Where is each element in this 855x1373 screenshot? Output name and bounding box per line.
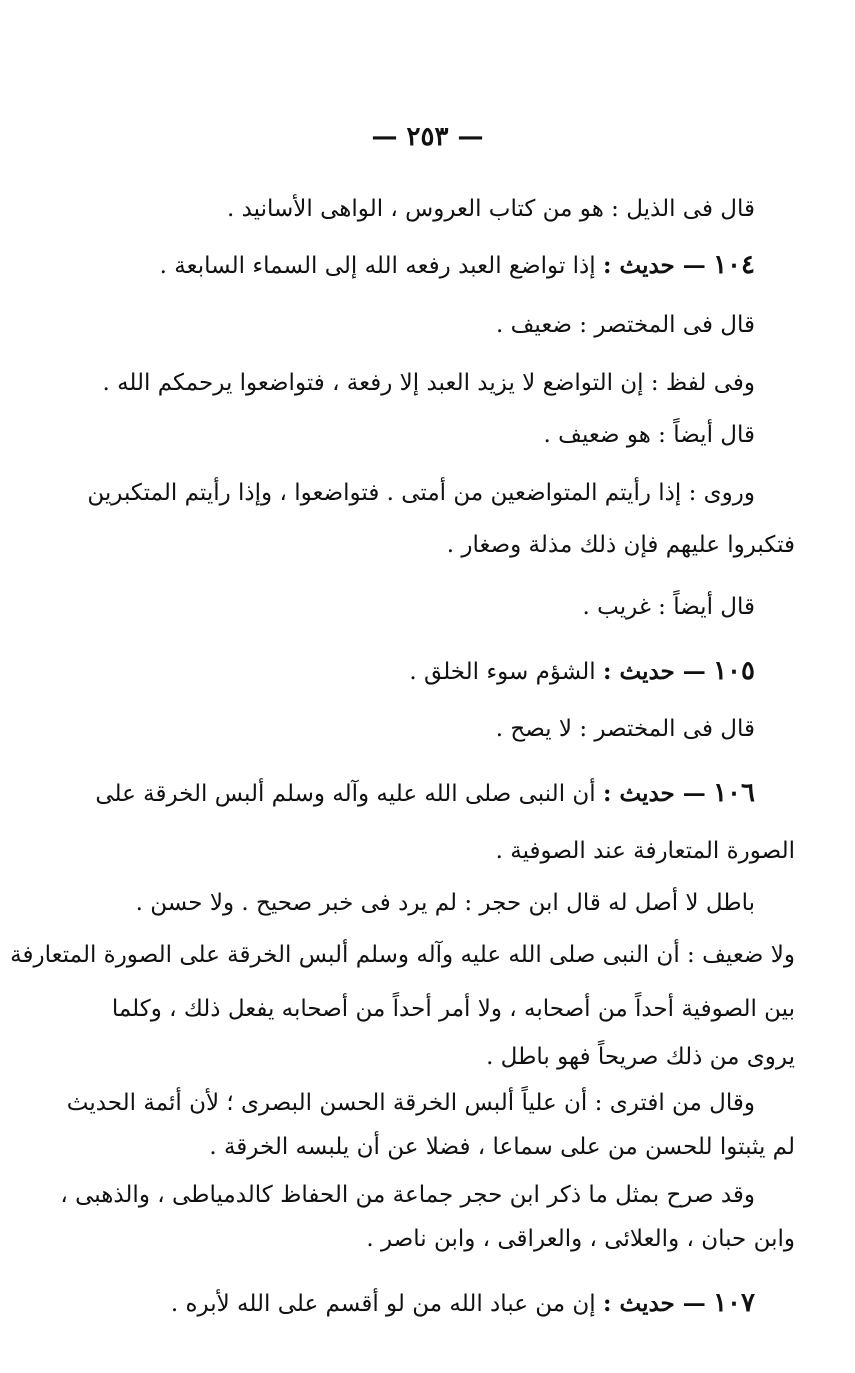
text-line: وفى لفظ : إن التواضع لا يزيد العبد إلا رفعة ، فتواضعوا يرحمكم الله .: [102, 370, 755, 396]
hadith-number: ١٠٤: [713, 250, 755, 280]
text-line: وابن حبان ، والعلائى ، والعراقى ، وابن ناصر .: [366, 1226, 795, 1252]
text-line: يروى من ذلك صريحاً فهو باطل .: [486, 1044, 795, 1070]
text-line: فتكبروا عليهم فإن ذلك مذلة وصغار .: [446, 532, 795, 558]
text-line: ولا ضعيف : أن النبى صلى الله عليه وآله وسلم ألبس الخرقة على الصورة المتعارفة: [10, 942, 795, 968]
hadith-number: ١٠٥: [713, 656, 755, 686]
text-line: قال فى المختصر : لا يصح .: [495, 716, 755, 742]
text-line: قال فى الذيل : هو من كتاب العروس ، الواهى الأسانيد .: [226, 196, 755, 222]
hadith-heading: ١٠٥ — حديث : الشؤم سوء الخلق .: [409, 656, 755, 686]
page-number: — ٢٥٣ —: [371, 122, 484, 152]
text-line: بين الصوفية أحداً من أصحابه ، ولا أمر أحداً من أصحابه يفعل ذلك ، وكلما: [111, 996, 795, 1022]
hadith-heading: ١٠٧ — حديث : إن من عباد الله من لو أقسم على الله لأبره .: [170, 1288, 755, 1318]
hadith-number: ١٠٧: [713, 1288, 755, 1318]
hadith-heading: ١٠٦ — حديث : أن النبى صلى الله عليه وآله وسلم ألبس الخرقة على: [95, 778, 755, 808]
text-line: قال أيضاً : غريب .: [582, 594, 755, 620]
text-line: قال أيضاً : هو ضعيف .: [543, 422, 755, 448]
text-line: قال فى المختصر : ضعيف .: [496, 312, 755, 338]
hadith-label: — حديث :: [603, 252, 706, 279]
text-line: باطل لا أصل له قال ابن حجر : لم يرد فى خبر صحيح . ولا حسن .: [135, 890, 755, 916]
hadith-heading: ١٠٤ — حديث : إذا تواضع العبد رفعه الله إلى السماء السابعة .: [159, 250, 755, 280]
hadith-label: — حديث :: [603, 658, 706, 685]
hadith-label: — حديث :: [603, 780, 706, 807]
text-line: وقال من افترى : أن علياً ألبس الخرقة الحسن البصرى ؛ لأن أئمة الحديث: [66, 1090, 755, 1116]
text-line: وقد صرح بمثل ما ذكر ابن حجر جماعة من الحفاظ كالدمياطى ، والذهبى ،: [60, 1182, 755, 1208]
hadith-label: — حديث :: [603, 1290, 706, 1317]
text-line: الصورة المتعارفة عند الصوفية .: [495, 838, 795, 864]
text-line: وروى : إذا رأيتم المتواضعين من أمتى . فتواضعوا ، وإذا رأيتم المتكبرين: [87, 480, 755, 506]
text-line: لم يثبتوا للحسن من على سماعا ، فضلا عن أن يلبسه الخرقة .: [209, 1134, 795, 1160]
hadith-number: ١٠٦: [713, 778, 755, 808]
